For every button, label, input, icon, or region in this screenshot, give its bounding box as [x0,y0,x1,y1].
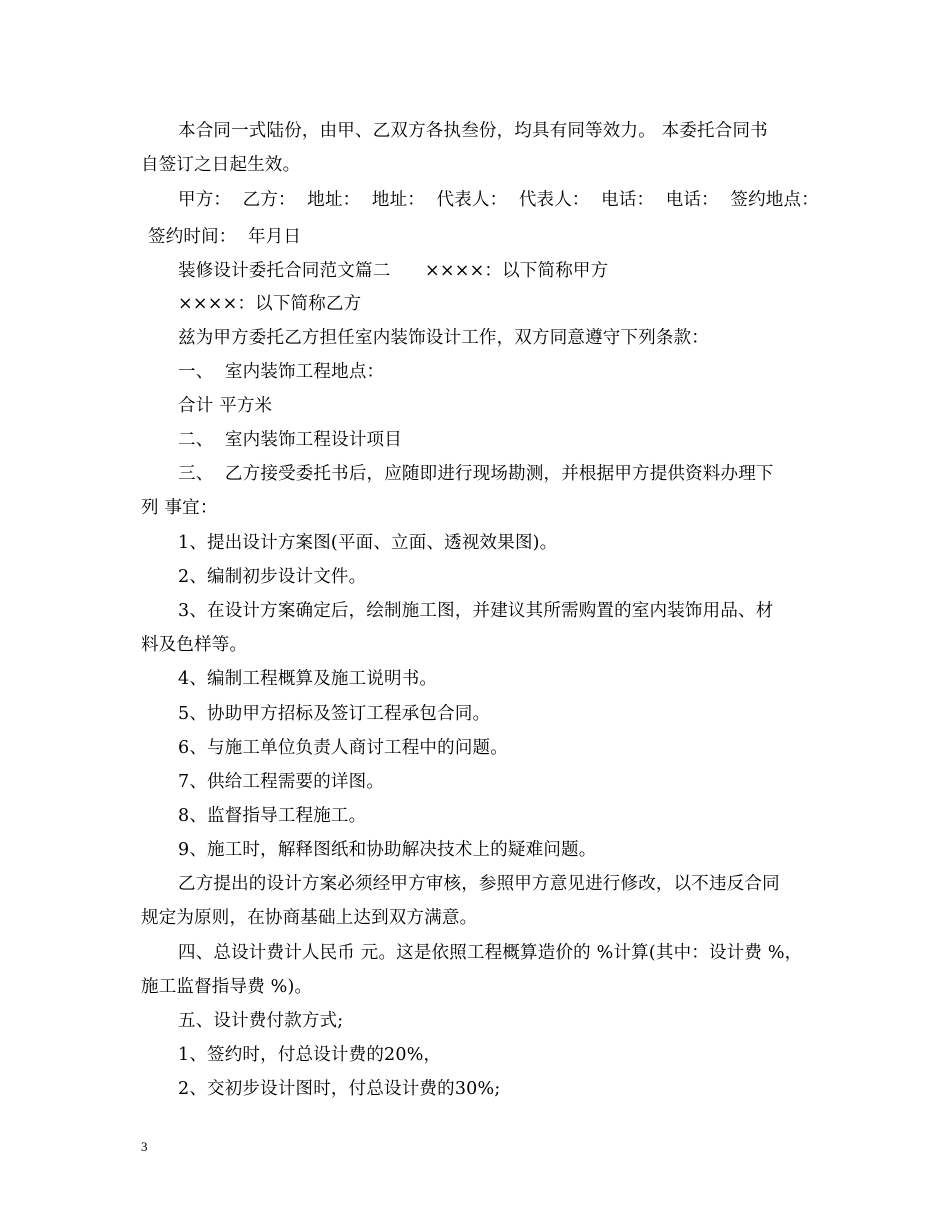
paragraph-line: ××××：以下简称乙方 [178,294,362,314]
paragraph-line: 自签订之日起生效。 [141,155,301,175]
paragraph-line: 兹为甲方委托乙方担任室内装饰设计工作，双方同意遵守下列条款： [178,328,709,348]
paragraph-line: 甲方： 乙方： 地址： 地址： 代表人： 代表人： 电话： 电话： 签约地点： [178,190,819,210]
paragraph-line: 6、与施工单位负责人商讨工程中的问题。 [178,738,508,758]
paragraph-line: 5、协助甲方招标及签订工程承包合同。 [178,704,491,724]
page-number: 3 [141,1139,148,1154]
paragraph-line: 三、 乙方接受委托书后，应随即进行现场勘测，并根据甲方提供资料办理下 [178,464,774,484]
paragraph-line: 四、总设计费计人民币 元。这是依照工程概算造价的 %计算(其中：设计费 %， [178,943,803,963]
paragraph-line: 一、 室内装饰工程地点： [178,362,385,382]
paragraph-line: 8、监督指导工程施工。 [178,806,367,826]
paragraph-line: 9、施工时，解释图纸和协助解决技术上的疑难问题。 [178,840,597,860]
paragraph-line: 规定为原则，在协商基础上达到双方满意。 [141,908,478,928]
paragraph-line: 2、编制初步设计文件。 [178,567,367,587]
paragraph-line: 二、 室内装饰工程设计项目 [178,430,402,450]
paragraph-line: 装修设计委托合同范文篇二 ××××：以下简称甲方 [178,261,609,281]
paragraph-line: 4、编制工程概算及施工说明书。 [178,669,438,689]
paragraph-line: 合计 平方米 [178,396,273,416]
paragraph-line: 列 事宜： [141,498,218,518]
paragraph-line: 五、设计费付款方式; [178,1011,344,1031]
paragraph-line: 料及色样等。 [141,635,248,655]
paragraph-line: 1、签约时，付总设计费的20%， [178,1045,442,1065]
paragraph-line: 乙方提出的设计方案必须经甲方审核，参照甲方意见进行修改，以不违反合同 [178,874,780,894]
paragraph-line: 签约时间： 年月日 [148,227,302,247]
paragraph-line: 3、在设计方案确定后，绘制施工图，并建议其所需购置的室内装饰用品、材 [178,601,774,621]
paragraph-line: 1、提出设计方案图(平面、立面、透视效果图)。 [178,533,558,553]
paragraph-line: 本合同一式陆份，由甲、乙双方各执叁份，均具有同等效力。 本委托合同书 [178,121,768,141]
paragraph-line: 2、交初步设计图时，付总设计费的30%; [178,1079,501,1099]
paragraph-line: 7、供给工程需要的详图。 [178,772,385,792]
paragraph-line: 施工监督指导费 %)。 [141,977,313,997]
